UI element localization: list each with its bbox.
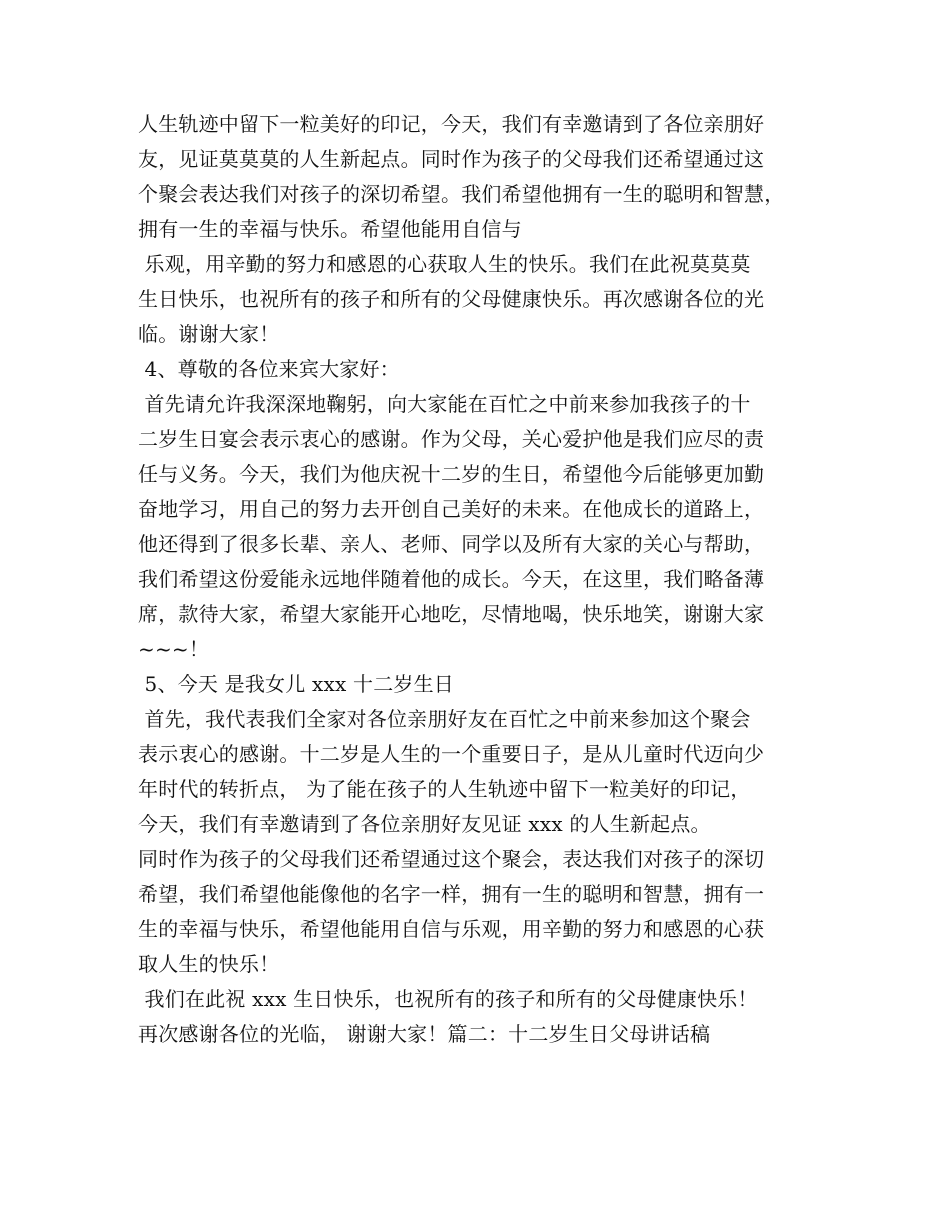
text-line: 首先，我代表我们全家对各位亲朋好友在百忙之中前来参加这个聚会 [138, 707, 751, 731]
text-line: 拥有一生的幸福与快乐。希望他能用自信与 [138, 217, 522, 241]
text-line: 年时代的转折点， 为了能在孩子的人生轨迹中留下一粒美好的印记， [138, 777, 751, 801]
text-line: 任与义务。今天，我们为他庆祝十二岁的生日，希望他今后能够更加勤 [138, 462, 765, 486]
document-body [138, 107, 838, 1052]
section-heading-4: 4、尊敬的各位来宾大家好： [138, 357, 400, 381]
text-line: ~~~！ [138, 637, 210, 661]
text-line: 我们希望这份爱能永远地伴随着他的成长。今天，在这里，我们略备薄 [138, 567, 765, 591]
section-heading-5: 5、今天 是我女儿 xxx 十二岁生日 [138, 672, 454, 696]
text-line: 友，见证莫莫莫的人生新起点。同时作为孩子的父母我们还希望通过这 [138, 147, 765, 171]
text-line: 首先请允许我深深地鞠躬，向大家能在百忙之中前来参加我孩子的十 [138, 392, 751, 416]
text-line: 人生轨迹中留下一粒美好的印记，今天，我们有幸邀请到了各位亲朋好 [138, 112, 765, 136]
text-line: 今天，我们有幸邀请到了各位亲朋好友见证 xxx 的人生新起点。 [138, 812, 711, 836]
text-line: 乐观，用辛勤的努力和感恩的心获取人生的快乐。我们在此祝莫莫莫 [138, 252, 751, 276]
text-line: 同时作为孩子的父母我们还希望通过这个聚会，表达我们对孩子的深切 [138, 847, 765, 871]
text-line: 生日快乐，也祝所有的孩子和所有的父母健康快乐。再次感谢各位的光 [138, 287, 765, 311]
text-line: 表示衷心的感谢。十二岁是人生的一个重要日子，是从儿童时代迈向少 [138, 742, 765, 766]
text-line: 取人生的快乐！ [138, 952, 280, 976]
text-line: 生的幸福与快乐，希望他能用自信与乐观，用辛勤的努力和感恩的心获 [138, 917, 765, 941]
text-line: 个聚会表达我们对孩子的深切希望。我们希望他拥有一生的聪明和智慧， [138, 182, 785, 206]
text-line: 奋地学习，用自己的努力去开创自己美好的未来。在他成长的道路上， [138, 497, 765, 521]
text-line: 我们在此祝 xxx 生日快乐，也祝所有的孩子和所有的父母健康快乐！ [138, 987, 758, 1011]
text-line: 席，款待大家，希望大家能开心地吃，尽情地喝，快乐地笑，谢谢大家 [138, 602, 765, 626]
text-line: 临。谢谢大家！ [138, 322, 280, 346]
text-line: 再次感谢各位的光临， 谢谢大家！篇二：十二岁生日父母讲话稿 [138, 1022, 711, 1046]
text-line: 二岁生日宴会表示衷心的感谢。作为父母，关心爱护他是我们应尽的责 [138, 427, 765, 451]
text-line: 他还得到了很多长辈、亲人、老师、同学以及所有大家的关心与帮助， [138, 532, 765, 556]
text-line: 希望，我们希望他能像他的名字一样，拥有一生的聪明和智慧，拥有一 [138, 882, 765, 906]
